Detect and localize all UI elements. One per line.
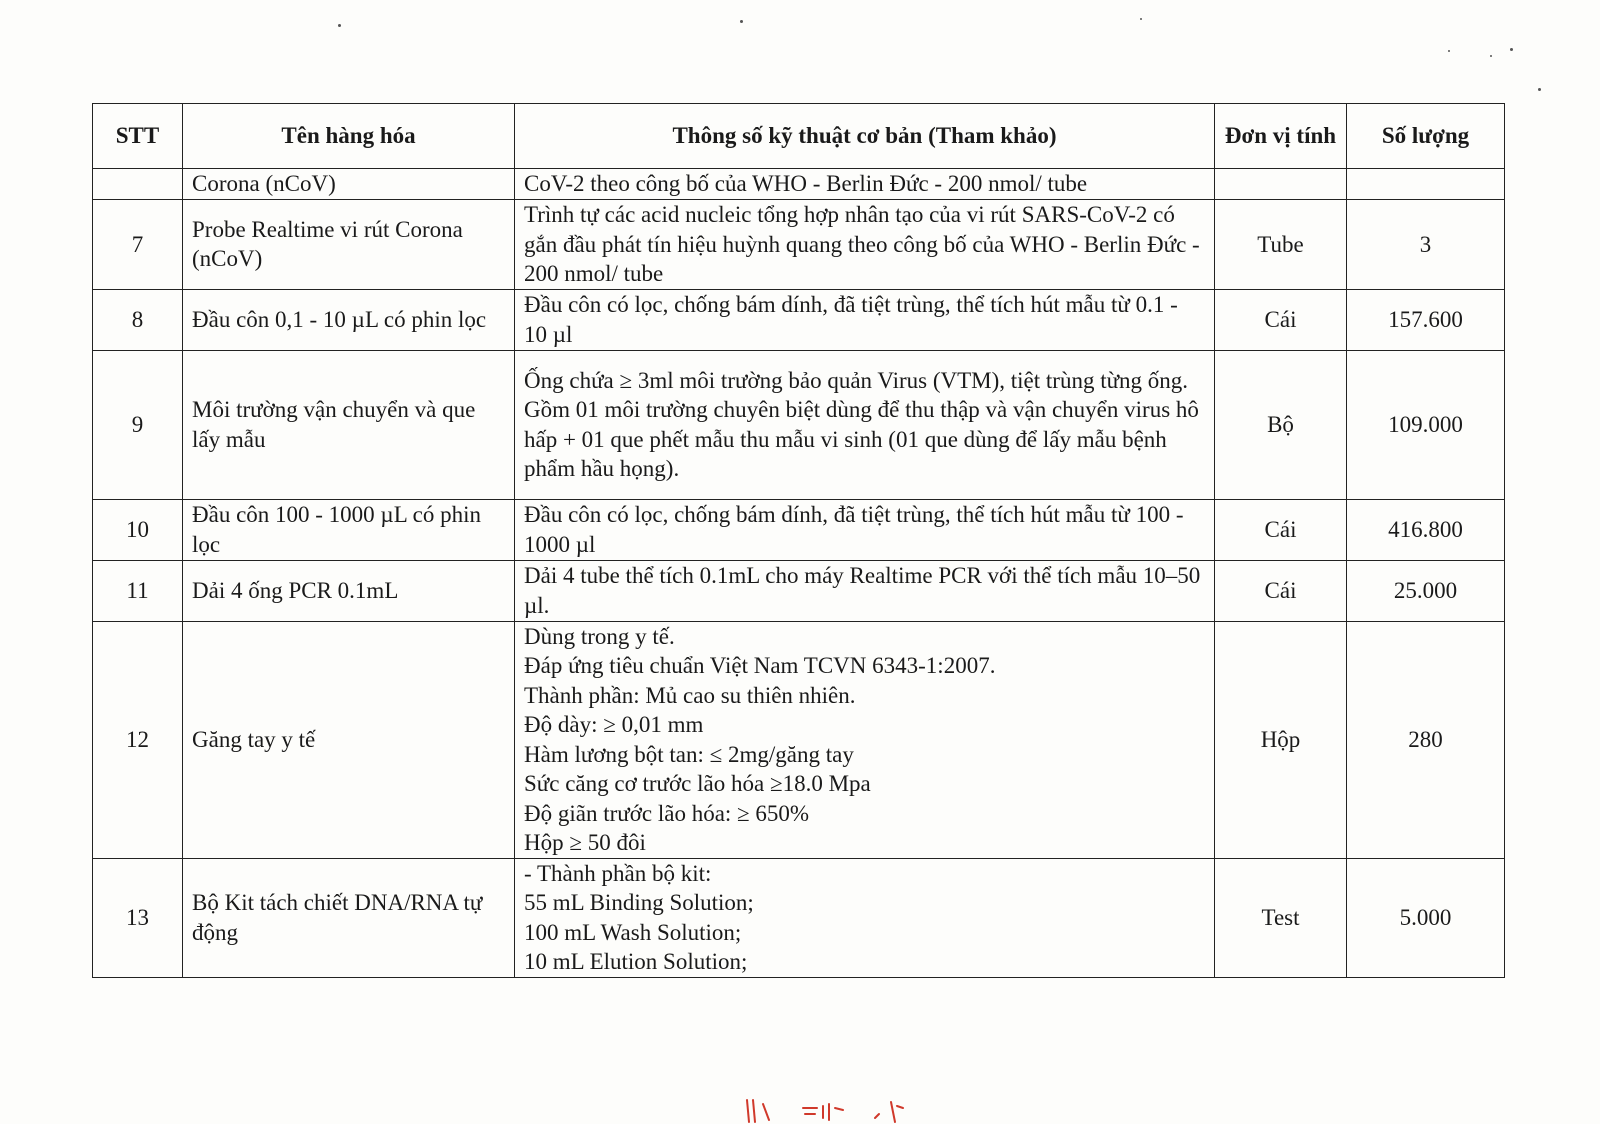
row-stt: 8 xyxy=(93,289,183,350)
row-quantity xyxy=(1347,169,1505,200)
row-specification xyxy=(515,621,1215,858)
spec-line: Hộp ≥ 50 đôi xyxy=(524,830,646,855)
spec-line: Sức căng cơ trước lão hóa ≥18.0 Mpa xyxy=(524,771,871,796)
row-unit: Bộ xyxy=(1215,350,1347,499)
speck xyxy=(740,20,743,23)
speck xyxy=(338,24,341,27)
row-item-name: Probe Realtime vi rút Corona (nCoV) xyxy=(183,200,515,290)
spec-line: Đầu côn có lọc, chống bám dính, đã tiệt trùng, thể tích hút mẫu từ 0.1 - 10 µl xyxy=(524,292,1178,347)
table-row xyxy=(93,560,1505,621)
spec-line: 100 mL Wash Solution; xyxy=(524,919,742,945)
row-specification xyxy=(515,169,1215,200)
row-item-name: Dải 4 ống PCR 0.1mL xyxy=(183,560,515,621)
table-row xyxy=(93,350,1505,499)
row-specification xyxy=(515,858,1215,977)
table-row xyxy=(93,289,1505,350)
row-item-name: Bộ Kit tách chiết DNA/RNA tự động xyxy=(183,858,515,977)
row-quantity: 3 xyxy=(1347,200,1505,290)
spec-line: Gồm 01 môi trường chuyên biệt dùng để thu thập và vận chuyển virus hô hấp + 01 que phết mẫu thu mẫu vi sinh (01 que dùng để lấy mẫu bệnh phẩm hầu họng). xyxy=(524,397,1199,481)
speck xyxy=(1448,50,1450,52)
row-unit: Test xyxy=(1215,858,1347,977)
speck xyxy=(1140,18,1142,20)
spec-line: CoV-2 theo công bố của WHO - Berlin Đức - 200 nmol/ tube xyxy=(524,171,1088,197)
row-stt: 13 xyxy=(93,858,183,977)
row-quantity: 280 xyxy=(1347,621,1505,858)
header-specification: Thông số kỹ thuật cơ bản (Tham khảo) xyxy=(515,104,1215,169)
row-item-name: Đầu côn 100 - 1000 µL có phin lọc xyxy=(183,499,515,560)
speck xyxy=(1510,48,1513,51)
spec-line: Độ dày: ≥ 0,01 mm xyxy=(524,712,704,737)
table-row xyxy=(93,499,1505,560)
row-quantity: 416.800 xyxy=(1347,499,1505,560)
spec-line: - Thành phần bộ kit: xyxy=(524,860,712,886)
speck xyxy=(1538,88,1541,91)
spec-line: Độ giãn trước lão hóa: ≥ 650% xyxy=(524,800,810,826)
spec-line: Hàm lương bột tan: ≤ 2mg/găng tay xyxy=(524,741,854,767)
row-quantity: 109.000 xyxy=(1347,350,1505,499)
row-stt: 7 xyxy=(93,200,183,290)
header-quantity: Số lượng xyxy=(1347,104,1505,169)
spec-line: 55 mL Binding Solution; xyxy=(524,890,754,915)
row-unit: Cái xyxy=(1215,499,1347,560)
spec-line: Trình tự các acid nucleic tổng hợp nhân tạo của vi rút SARS-CoV-2 có gắn đầu phát tín hiệu huỳnh quang theo công bố của WHO - Berlin Đức - 200 nmol/ tube xyxy=(524,202,1200,286)
row-unit xyxy=(1215,169,1347,200)
red-stamp-mark xyxy=(745,1098,935,1124)
table-row xyxy=(93,621,1505,858)
row-specification xyxy=(515,289,1215,350)
row-item-name: Corona (nCoV) xyxy=(183,169,515,200)
row-stt: 11 xyxy=(93,560,183,621)
row-unit: Hộp xyxy=(1215,621,1347,858)
table-row xyxy=(93,858,1505,977)
spec-line: Thành phần: Mủ cao su thiên nhiên. xyxy=(524,682,856,708)
spec-line: Đầu côn có lọc, chống bám dính, đã tiệt trùng, thể tích hút mẫu từ 100 - 1000 µl xyxy=(524,502,1184,557)
header-unit: Đơn vị tính xyxy=(1215,104,1347,169)
row-quantity: 157.600 xyxy=(1347,289,1505,350)
row-stt: 12 xyxy=(93,621,183,858)
table-row xyxy=(93,200,1505,290)
row-item-name: Môi trường vận chuyển và que lấy mẫu xyxy=(183,350,515,499)
row-quantity: 5.000 xyxy=(1347,858,1505,977)
row-specification xyxy=(515,350,1215,499)
row-stt: 9 xyxy=(93,350,183,499)
row-unit: Cái xyxy=(1215,560,1347,621)
row-quantity: 25.000 xyxy=(1347,560,1505,621)
speck xyxy=(1490,55,1492,57)
spec-line: 10 mL Elution Solution; xyxy=(524,949,748,974)
row-stt xyxy=(93,169,183,200)
row-item-name: Đầu côn 0,1 - 10 µL có phin lọc xyxy=(183,289,515,350)
row-item-name: Găng tay y tế xyxy=(183,621,515,858)
spec-line: Dùng trong y tế. xyxy=(524,623,675,649)
row-specification xyxy=(515,200,1215,290)
header-stt: STT xyxy=(93,104,183,169)
row-specification xyxy=(515,499,1215,560)
row-unit: Cái xyxy=(1215,289,1347,350)
spec-line: Dải 4 tube thể tích 0.1mL cho máy Realtime PCR với thể tích mẫu 10–50 µl. xyxy=(524,563,1201,618)
row-unit: Tube xyxy=(1215,200,1347,290)
row-stt: 10 xyxy=(93,499,183,560)
specification-table xyxy=(92,103,1505,978)
spec-line: Đáp ứng tiêu chuẩn Việt Nam TCVN 6343-1:2007. xyxy=(524,653,996,678)
spec-line: Ống chứa ≥ 3ml môi trường bảo quản Virus (VTM), tiệt trùng từng ống. xyxy=(524,367,1189,393)
row-specification xyxy=(515,560,1215,621)
table-header-row xyxy=(93,104,1505,169)
table-row xyxy=(93,169,1505,200)
header-item-name: Tên hàng hóa xyxy=(183,104,515,169)
